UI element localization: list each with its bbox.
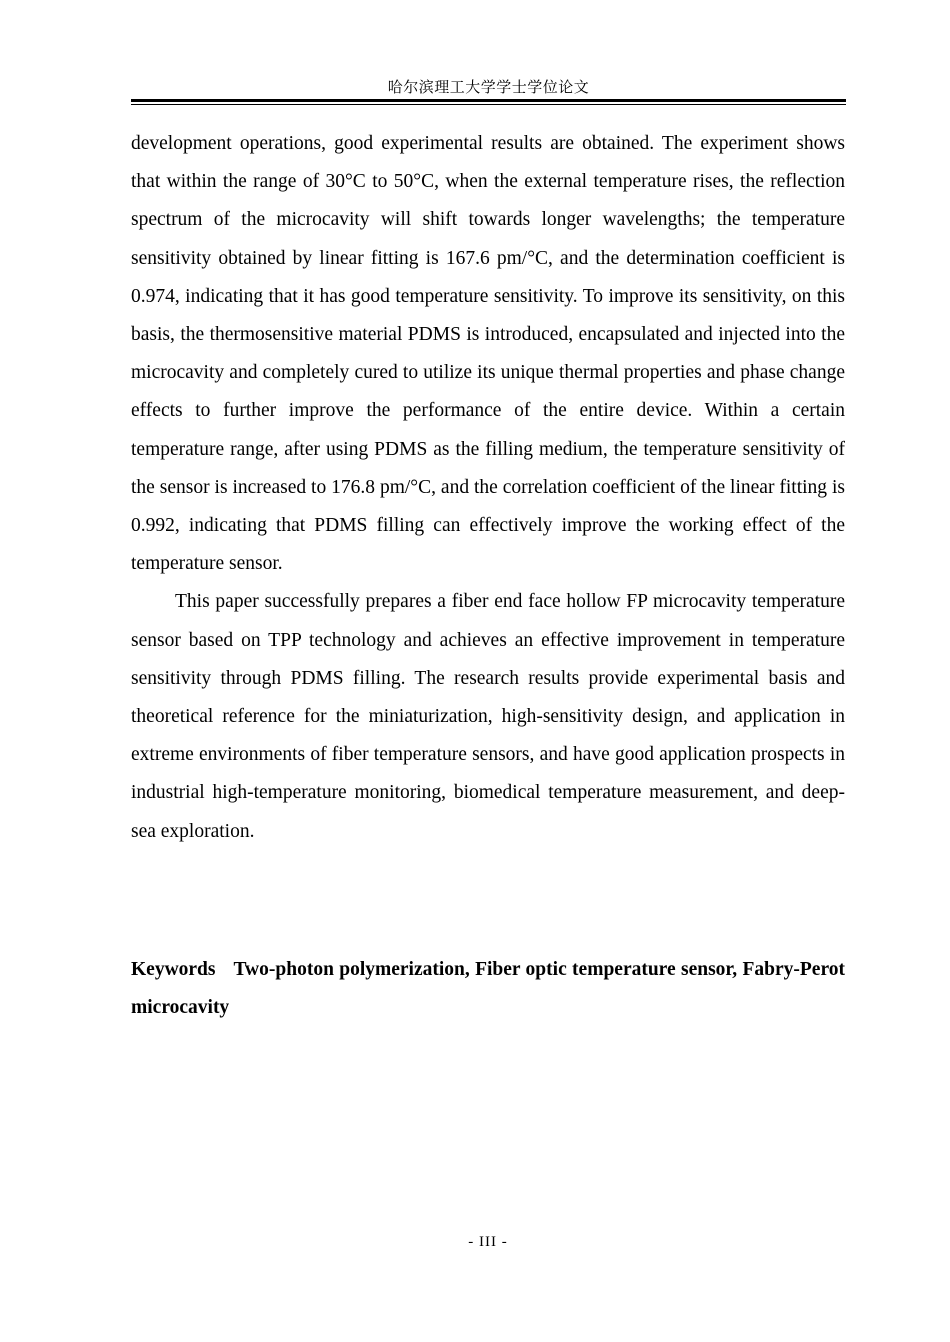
- abstract-paragraph-continued: development operations, good experimental results are obtained. The experiment shows that within the range of 30°C to 50°C, when the external temperature rises, the reflection spectrum of the microcavity will shift towards longer wavelengths; the temperature sensitivity obtained by linear fitting is 167.6 pm/°C, and the determination coefficient is 0.974, indicating that it has good temperature sensitivity. To improve its sensitivity, on this basis, the thermosensitive material PDMS is introduced, encapsulated and injected into the microcavity and completely cured to utilize its unique thermal properties and phase change effects to further improve the performance of the entire device. Within a certain temperature range, after using PDMS as the filling medium, the temperature sensitivity of the sensor is increased to 176.8 pm/°C, and the correlation coefficient of the linear fitting is 0.992, indicating that PDMS filling can effectively improve the working effect of the temperature sensor.: [131, 133, 845, 575]
- keywords-label: Keywords: [131, 959, 216, 980]
- keywords-text: Two-photon polymerization, Fiber optic temperature sensor, Fabry-Perot microcavity: [131, 959, 845, 1019]
- running-header: 哈尔滨理工大学学士学位论文: [387, 80, 590, 96]
- keywords-line: [131, 951, 845, 1027]
- header-rule-thin: [131, 104, 846, 105]
- page-number: - III -: [468, 1234, 508, 1250]
- abstract-body: [131, 125, 845, 851]
- header-rule-thick: [131, 99, 846, 102]
- abstract-paragraph-conclusion: This paper successfully prepares a fiber end face hollow FP microcavity temperature sensor based on TPP technology and achieves an effective improvement in temperature sensitivity through PDMS filling. The research results provide experimental basis and theoretical reference for the miniaturization, high-sensitivity design, and application in extreme environments of fiber temperature sensors, and have good application prospects in industrial high-temperature monitoring, biomedical temperature measurement, and deep-sea exploration.: [131, 591, 845, 842]
